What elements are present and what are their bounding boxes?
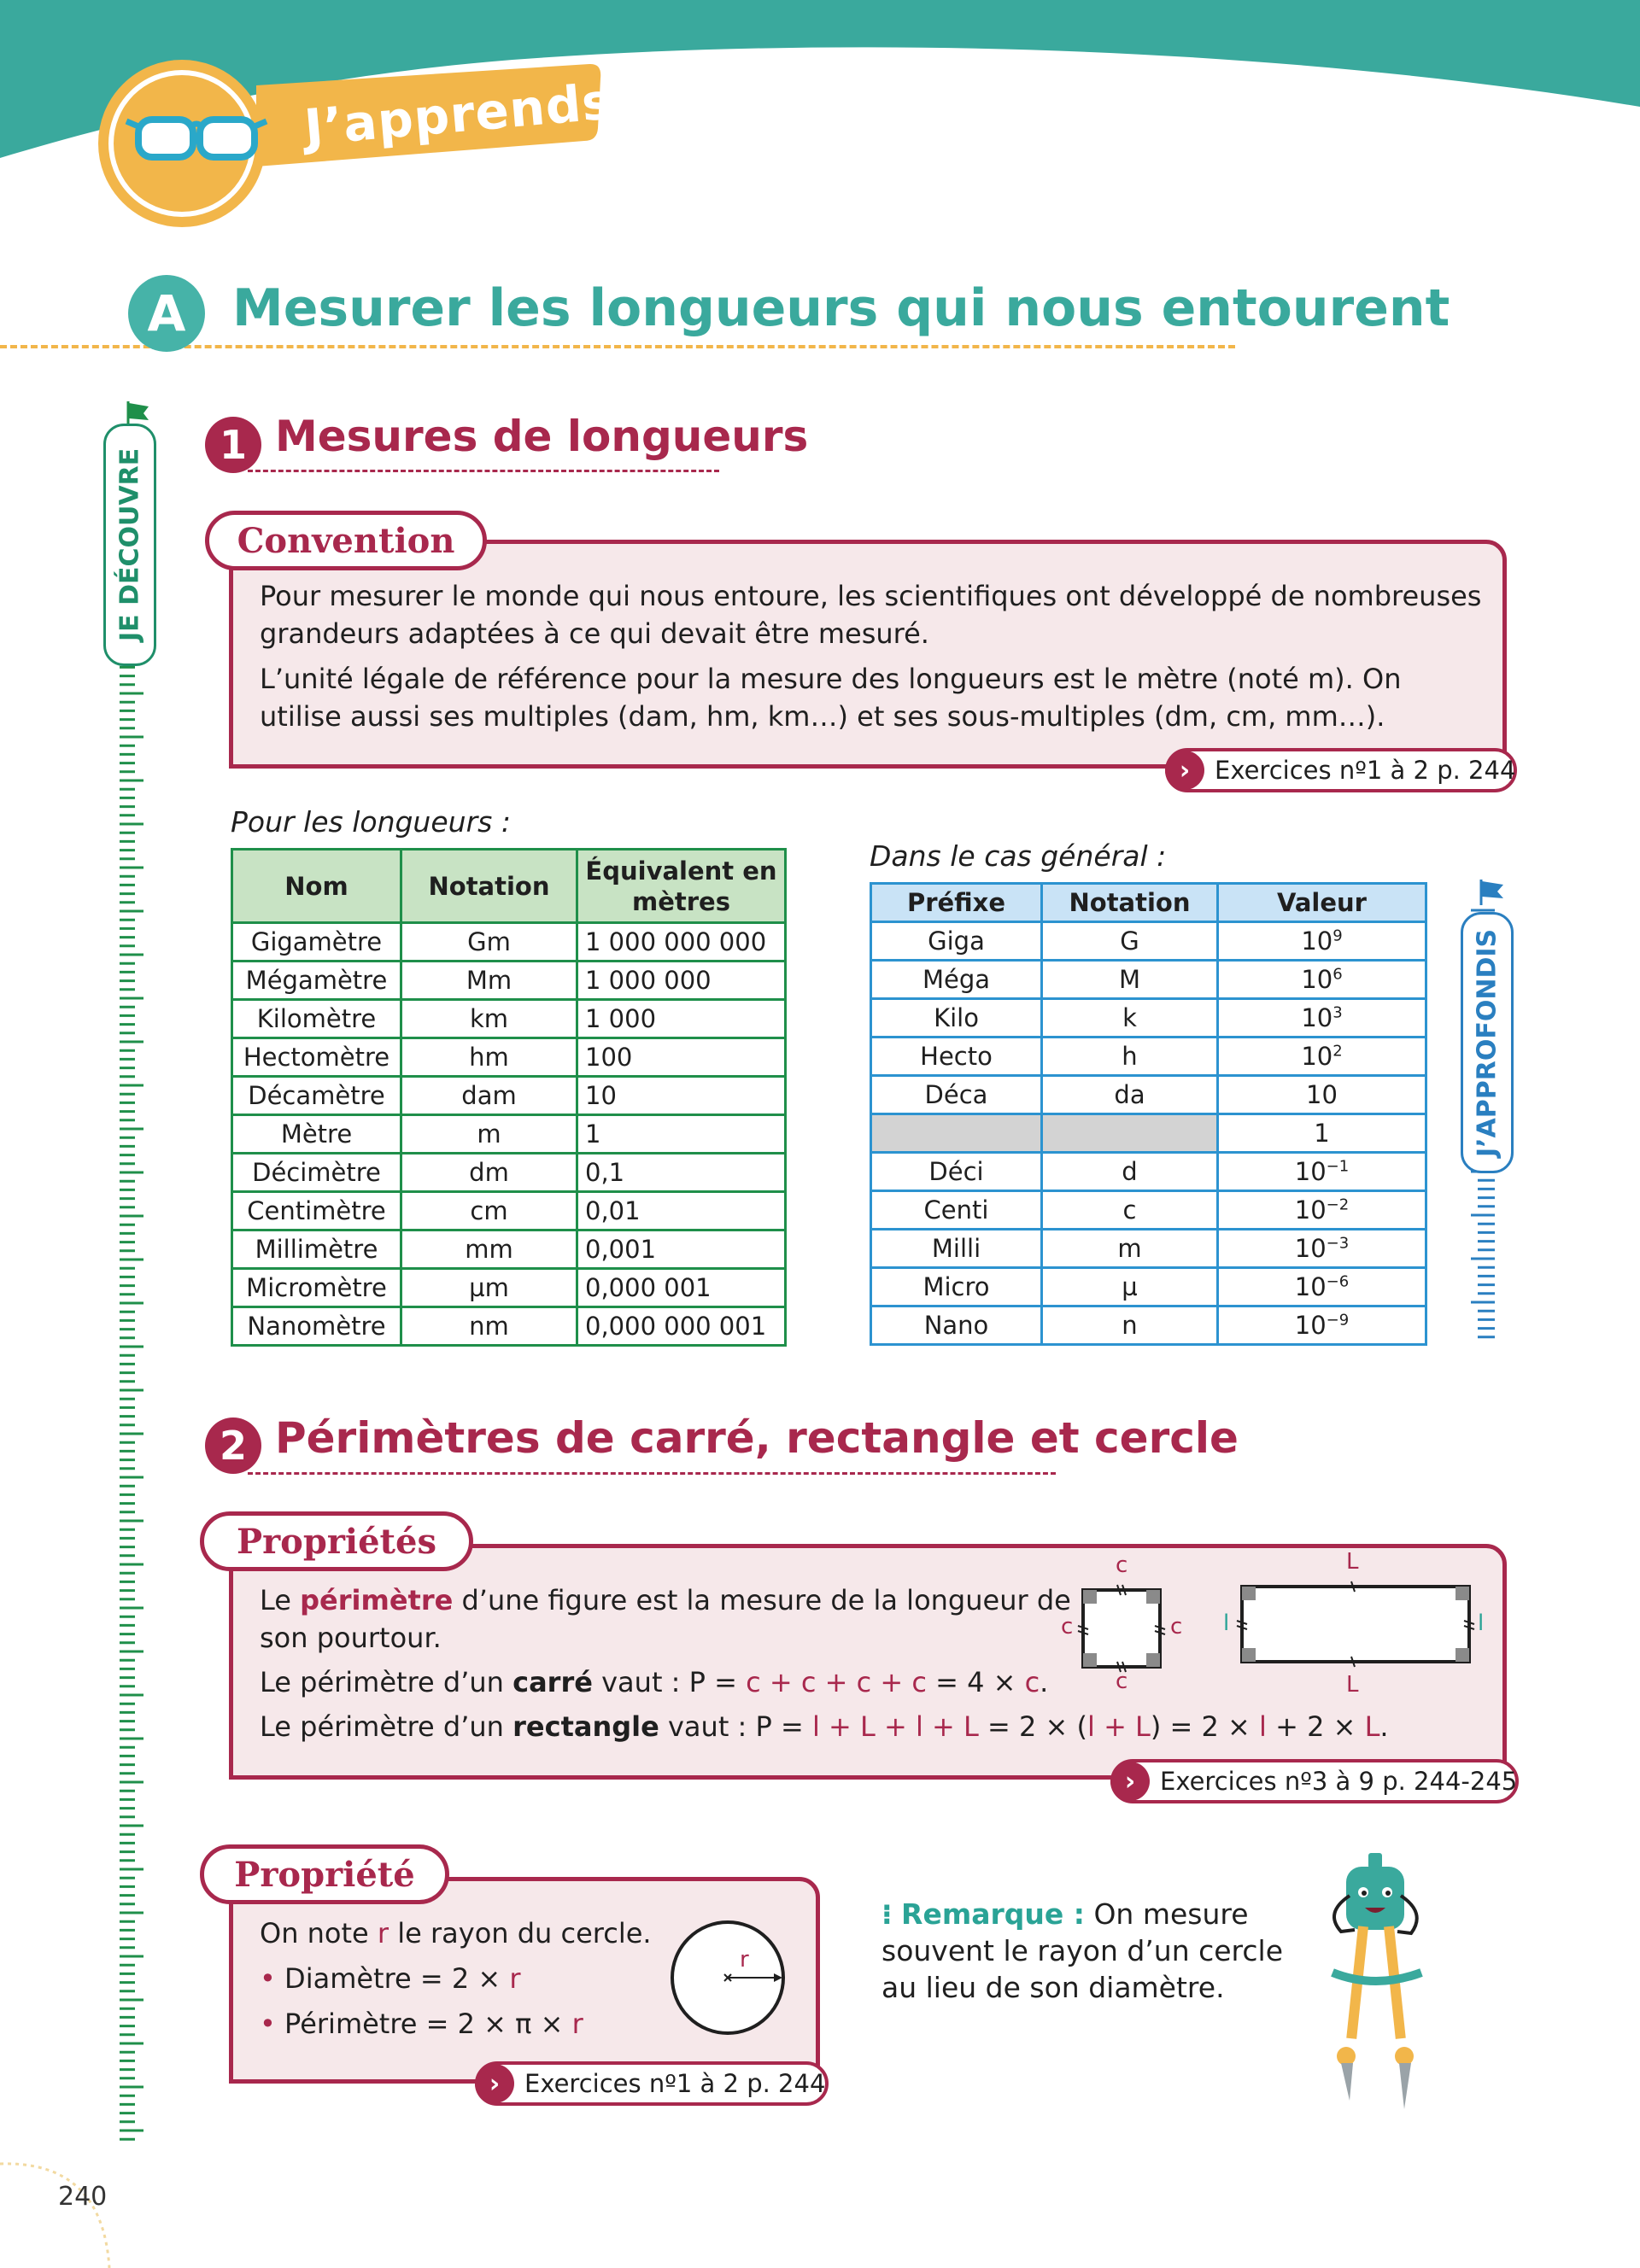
diametre-formula: • Diamètre = 2 × r <box>260 1962 521 1995</box>
table-cell: cm <box>401 1192 577 1230</box>
table-cell: 0,001 <box>577 1230 786 1269</box>
table-cell: µm <box>401 1269 577 1307</box>
table-row <box>871 1114 1426 1153</box>
table-lengths-header-name: Nom <box>232 850 401 923</box>
table-cell: h <box>1042 1038 1218 1076</box>
table-cell-value: 10 <box>1218 1076 1426 1114</box>
table-cell: Milli <box>871 1230 1042 1268</box>
japprofondis-label: J’APPROFONDIS <box>1461 912 1514 1173</box>
table-cell: m <box>1042 1230 1218 1268</box>
rayon-intro: On note r le rayon du cercle. <box>260 1917 652 1949</box>
table-cell: da <box>1042 1076 1218 1114</box>
table-cell: µ <box>1042 1268 1218 1306</box>
table-row <box>871 1076 1426 1114</box>
table-cell: Nanomètre <box>232 1307 401 1346</box>
exponent: −3 <box>1326 1234 1350 1253</box>
table-cell: 0,01 <box>577 1192 786 1230</box>
table-cell: Micromètre <box>232 1269 401 1307</box>
exercise-link-3[interactable] <box>475 2061 829 2106</box>
circle-figure <box>666 1916 789 2039</box>
table-cell: n <box>1042 1306 1218 1345</box>
square-label-right: c <box>1170 1614 1183 1640</box>
table-row <box>232 962 786 1000</box>
table-row <box>232 1077 786 1115</box>
table-cell: Déca <box>871 1076 1042 1114</box>
table-cell: Kilo <box>871 999 1042 1038</box>
table-row <box>871 1153 1426 1191</box>
table-cell: Mégamètre <box>232 962 401 1000</box>
table-lengths-header-equivalent: Équivalent en mètres <box>577 850 786 923</box>
table-cell-value: $10^{-2}$ <box>1218 1191 1426 1230</box>
table-lengths-caption: Pour les longueurs : <box>231 805 511 839</box>
carre-formula: Le périmètre d’un carré vaut : P = c + c + c + c = 4 × c. <box>260 1666 1049 1698</box>
section-a-badge: A <box>128 275 205 352</box>
table-cell: km <box>401 1000 577 1038</box>
japprends-label: J’apprends <box>302 72 615 157</box>
table-row <box>232 1115 786 1154</box>
rectangle-label-right: l <box>1478 1610 1485 1636</box>
table-cell: Kilomètre <box>232 1000 401 1038</box>
table-row <box>232 1307 786 1346</box>
table-row <box>232 1154 786 1192</box>
table-cell: Centimètre <box>232 1192 401 1230</box>
page-number: 240 <box>58 2182 108 2212</box>
table-cell <box>871 1114 1042 1153</box>
exponent: −1 <box>1326 1157 1350 1176</box>
bullet-icon: • <box>260 1962 276 1995</box>
table-cell: mm <box>401 1230 577 1269</box>
table-cell: Gigamètre <box>232 923 401 962</box>
part-2-number: 2 <box>205 1418 261 1474</box>
table-cell-value: $10^6$ <box>1218 961 1426 999</box>
table-lengths <box>231 848 787 1347</box>
table-cell: Millimètre <box>232 1230 401 1269</box>
convention-tab: Convention <box>205 511 487 570</box>
remarque-note: ⁝ Remarque : On mesure souvent le rayon d’un cercle au lieu de son diamètre. <box>882 1897 1284 2004</box>
square-label-bottom: c <box>1116 1669 1128 1694</box>
part-2-title: Périmètres de carré, rectangle et cercle <box>275 1413 1239 1463</box>
table-row <box>232 1038 786 1077</box>
table-row <box>232 1000 786 1038</box>
je-decouvre-label: JE DÉCOUVRE <box>103 424 156 666</box>
part-2-underline <box>248 1472 1056 1475</box>
propriete-tab: Propriété <box>200 1844 449 1904</box>
table-cell-value: $10^2$ <box>1218 1038 1426 1076</box>
table-cell: hm <box>401 1038 577 1077</box>
table-row <box>871 922 1426 961</box>
part-1-number: 1 <box>205 417 261 473</box>
table-row <box>232 1230 786 1269</box>
convention-text <box>260 577 1490 735</box>
table-cell: 100 <box>577 1038 786 1077</box>
exponent: 2 <box>1332 1042 1343 1061</box>
table-row <box>232 923 786 962</box>
table-cell: k <box>1042 999 1218 1038</box>
table-cell: 1 000 <box>577 1000 786 1038</box>
convention-paragraph-1: Pour mesurer le monde qui nous entoure, les scientifiques ont développé de nombreuses grandeurs adaptées à ce qui devait être mesuré. <box>260 580 1482 650</box>
remarque-label: Remarque : <box>901 1897 1085 1931</box>
table-prefixes <box>870 882 1427 1346</box>
table-cell: d <box>1042 1153 1218 1191</box>
table-cell: Centi <box>871 1191 1042 1230</box>
exponent: 6 <box>1332 965 1343 984</box>
table-cell-value: $10^3$ <box>1218 999 1426 1038</box>
exponent: −9 <box>1326 1311 1350 1330</box>
propriete-text <box>260 1914 704 2043</box>
table-cell: Hectomètre <box>232 1038 401 1077</box>
table-cell: dam <box>401 1077 577 1115</box>
chevron-right-icon: › <box>1110 1762 1150 1801</box>
table-cell: M <box>1042 961 1218 999</box>
table-cell: nm <box>401 1307 577 1346</box>
proprietes-tab: Propriétés <box>200 1511 473 1571</box>
table-cell-value: $10^9$ <box>1218 922 1426 961</box>
table-cell: Déci <box>871 1153 1042 1191</box>
table-row <box>871 1230 1426 1268</box>
perimetre-definition: Le périmètre d’une figure est la mesure de la longueur de <box>260 1584 1071 1616</box>
table-cell: m <box>401 1115 577 1154</box>
table-cell-value: $10^{-9}$ <box>1218 1306 1426 1345</box>
exercise-link-3-label: Exercices nº1 à 2 p. 244 <box>524 2069 826 2098</box>
table-cell: 0,000 001 <box>577 1269 786 1307</box>
table-cell: 0,000 000 001 <box>577 1307 786 1346</box>
table-cell: dm <box>401 1154 577 1192</box>
table-prefixes-header-value: Valeur <box>1218 884 1426 922</box>
rectangle-formula: Le périmètre d’un rectangle vaut : P = l + L + l + L = 2 × (l + L) = 2 × l + 2 × L. <box>260 1710 1389 1743</box>
table-row <box>232 1192 786 1230</box>
table-row <box>232 1269 786 1307</box>
table-cell-value: 1 <box>1218 1114 1426 1153</box>
exercise-link-2-label: Exercices nº3 à 9 p. 244-245 <box>1160 1767 1518 1796</box>
table-cell-value: $10^{-3}$ <box>1218 1230 1426 1268</box>
table-cell: Mètre <box>232 1115 401 1154</box>
table-lengths-header-notation: Notation <box>401 850 577 923</box>
perimetre-cercle-formula: • Périmètre = 2 × π × r <box>260 2008 583 2040</box>
table-cell: Méga <box>871 961 1042 999</box>
section-a-title: Mesurer les longueurs qui nous entourent <box>232 278 1450 338</box>
part-1-underline <box>248 470 719 472</box>
exponent: −6 <box>1326 1272 1350 1291</box>
table-cell: Micro <box>871 1268 1042 1306</box>
square-label-top: c <box>1116 1552 1128 1578</box>
table-cell: G <box>1042 922 1218 961</box>
flag-icon <box>1481 880 1503 905</box>
table-prefixes-header-notation: Notation <box>1042 884 1218 922</box>
compass-mascot-icon <box>1315 1844 1435 2118</box>
chevron-right-icon: › <box>1165 751 1204 790</box>
table-cell: Hecto <box>871 1038 1042 1076</box>
table-cell: 1 000 000 000 <box>577 923 786 962</box>
square-label-left: c <box>1061 1614 1074 1640</box>
table-row <box>871 999 1426 1038</box>
rectangle-label-left: l <box>1223 1610 1230 1636</box>
exponent: 3 <box>1332 1003 1343 1022</box>
convention-paragraph-2: L’unité légale de référence pour la mesure des longueurs est le mètre (noté m). On utilise aussi ses multiples (dam, hm, km…) et ses sous-multiples (dm, cm, mm…). <box>260 663 1402 733</box>
perimetre-definition-continued: son pourtour. <box>260 1622 442 1654</box>
table-cell: 1 <box>577 1115 786 1154</box>
table-cell-value: $10^{-1}$ <box>1218 1153 1426 1191</box>
exercise-link-1-label: Exercices nº1 à 2 p. 244 <box>1215 756 1516 785</box>
part-1-title: Mesures de longueurs <box>275 412 809 461</box>
table-cell: Décamètre <box>232 1077 401 1115</box>
table-cell: 1 000 000 <box>577 962 786 1000</box>
table-row <box>871 1191 1426 1230</box>
table-cell: Gm <box>401 923 577 962</box>
table-prefixes-caption: Dans le cas général : <box>870 839 1167 873</box>
table-cell: Mm <box>401 962 577 1000</box>
table-cell <box>1042 1114 1218 1153</box>
rectangle-figure <box>1230 1571 1486 1674</box>
table-cell: 10 <box>577 1077 786 1115</box>
exercise-link-1[interactable] <box>1165 748 1517 792</box>
circle-radius-label: r <box>740 1947 749 1973</box>
table-cell: Nano <box>871 1306 1042 1345</box>
exercise-link-2[interactable] <box>1110 1759 1519 1803</box>
table-cell: c <box>1042 1191 1218 1230</box>
rectangle-label-bottom: L <box>1346 1672 1359 1698</box>
table-cell: Décimètre <box>232 1154 401 1192</box>
bullet-icon: • <box>260 2008 276 2040</box>
table-row <box>871 1268 1426 1306</box>
table-row <box>871 1038 1426 1076</box>
exponent: 9 <box>1332 926 1343 945</box>
rectangle-label-top: L <box>1346 1549 1359 1575</box>
dotted-arrow-icon: ⁝ <box>882 1897 893 1931</box>
table-cell: 0,1 <box>577 1154 786 1192</box>
table-cell-value: $10^{-6}$ <box>1218 1268 1426 1306</box>
table-prefixes-header-prefix: Préfixe <box>871 884 1042 922</box>
exponent: −2 <box>1326 1195 1350 1214</box>
perimetre-term: périmètre <box>300 1584 454 1616</box>
table-cell: Giga <box>871 922 1042 961</box>
table-row <box>871 961 1426 999</box>
chevron-right-icon: › <box>475 2064 514 2103</box>
table-row <box>871 1306 1426 1345</box>
